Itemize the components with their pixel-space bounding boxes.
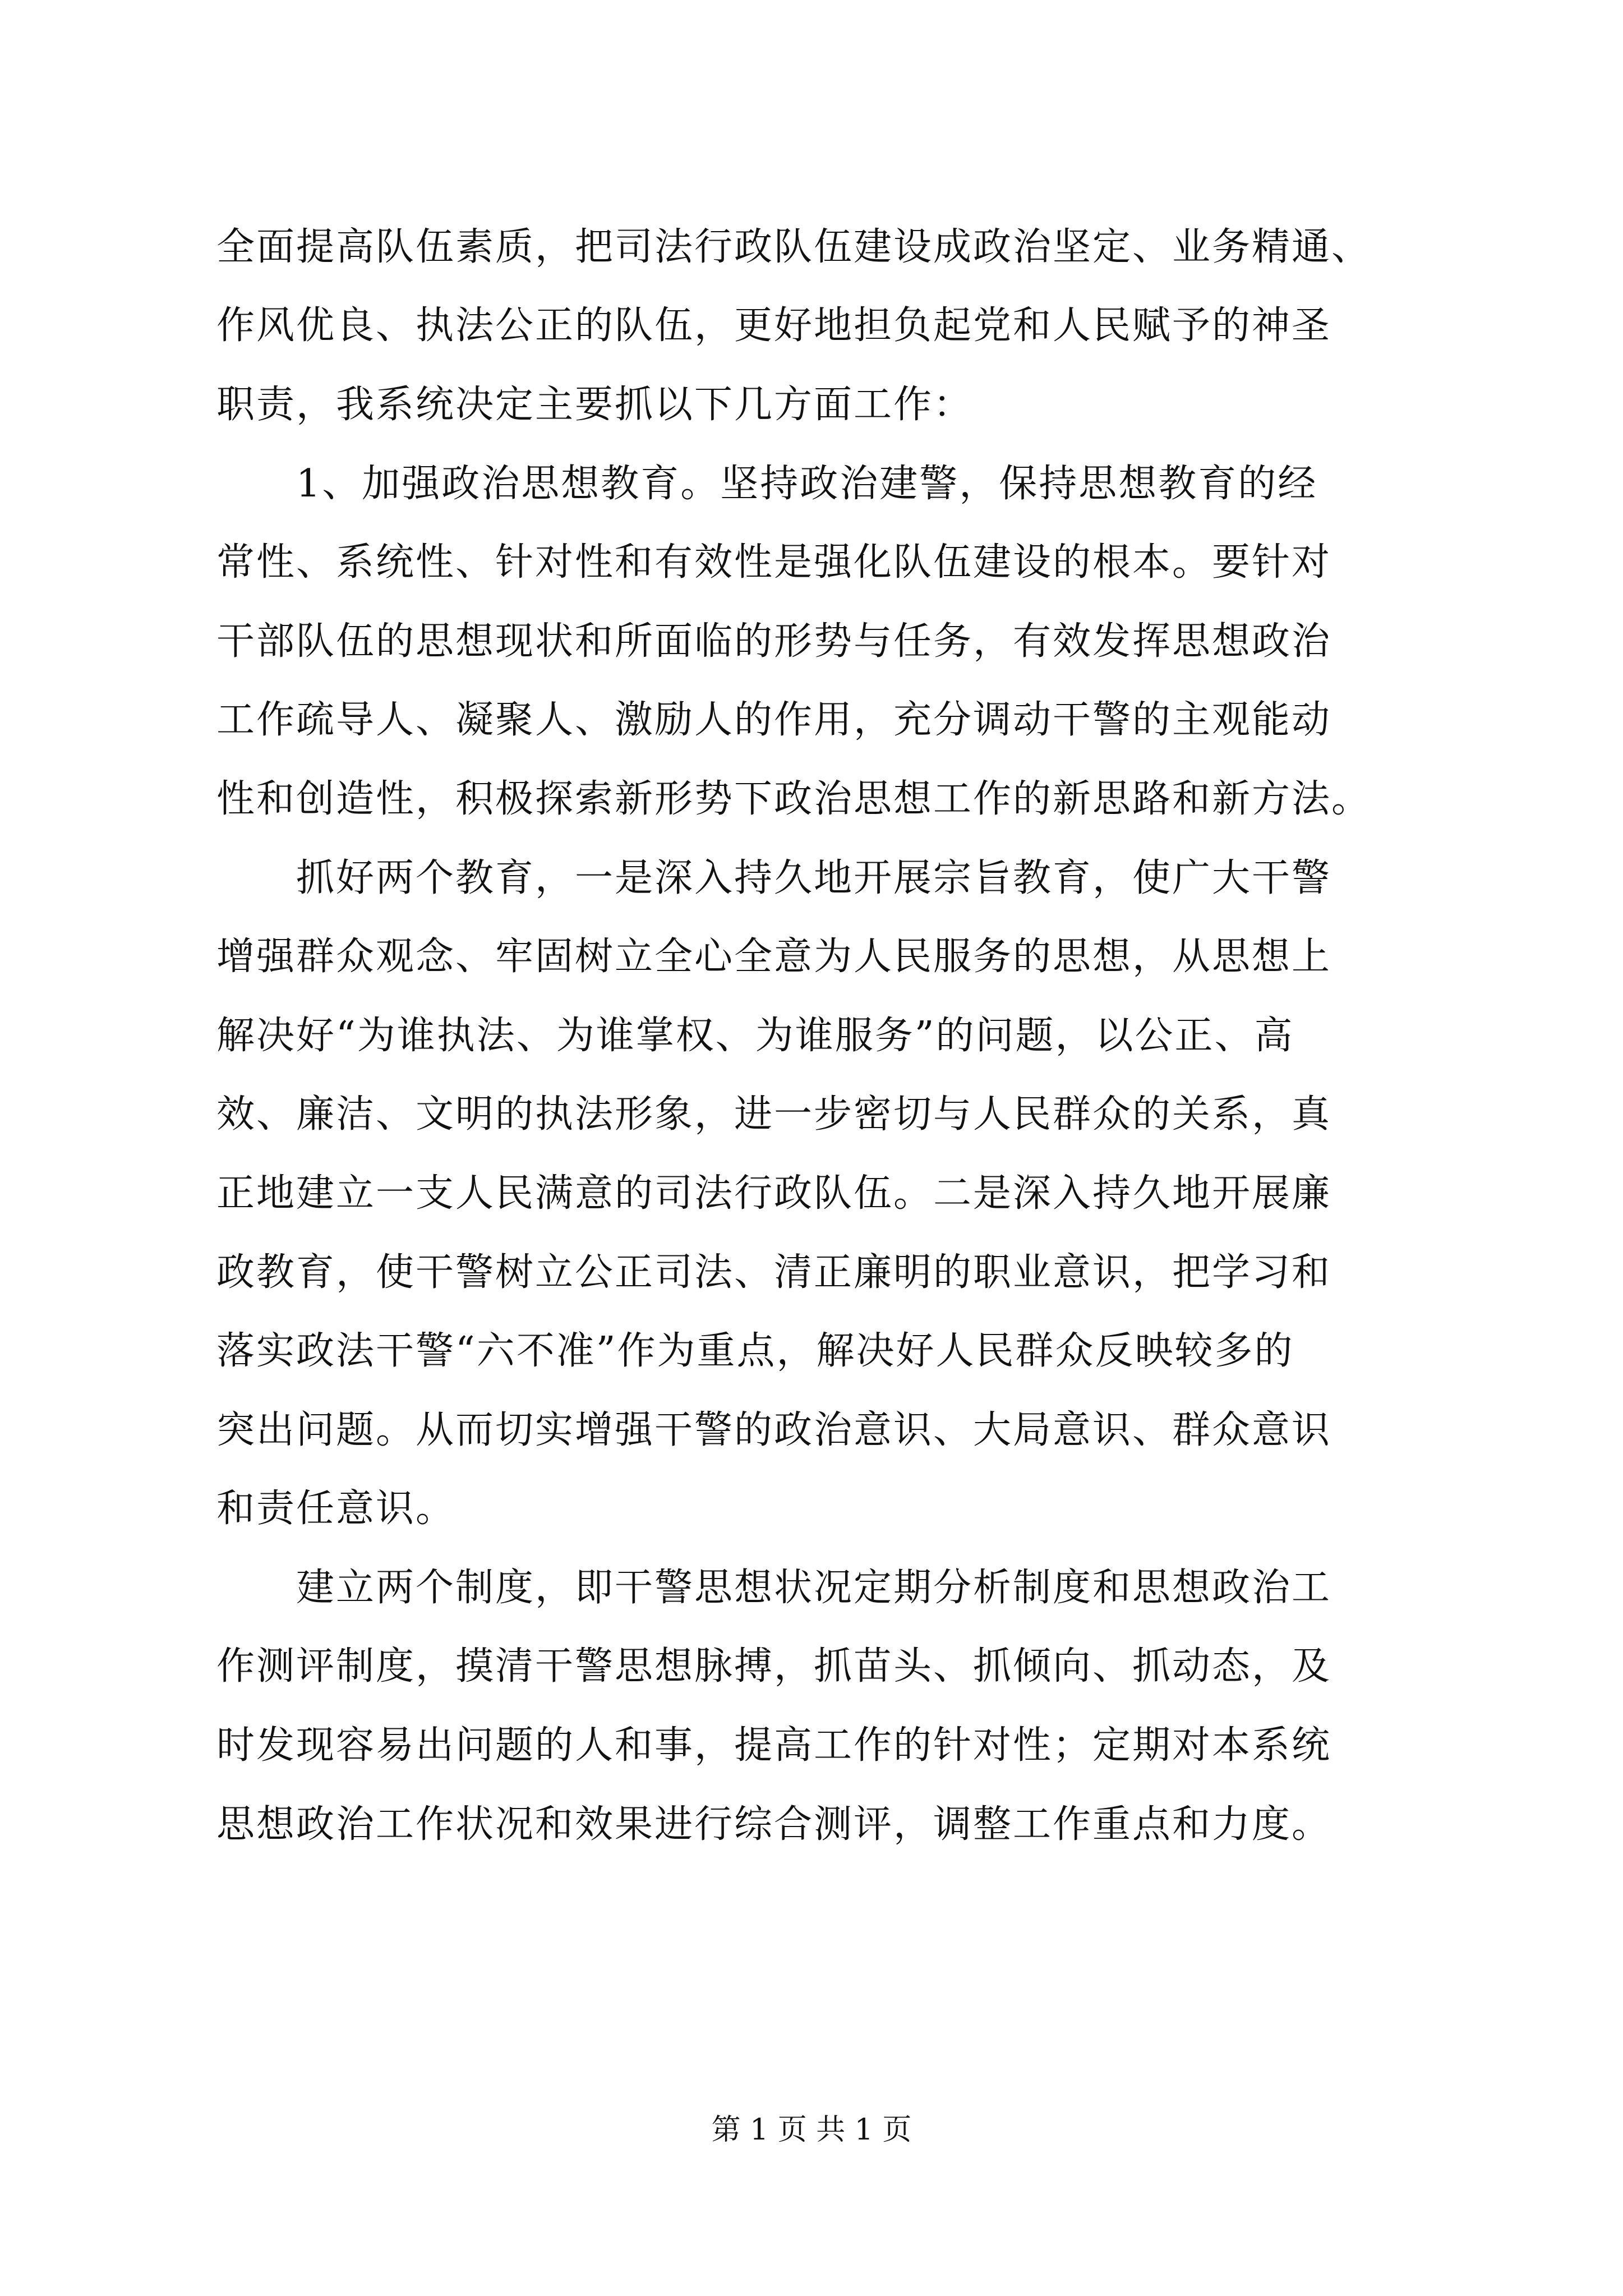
text-line: 干部队伍的思想现状和所面临的形势与任务，有效发挥思想政治 bbox=[216, 619, 1332, 664]
text-line: 增强群众观念、牢固树立全心全意为人民服务的思想，从思想上 bbox=[216, 935, 1332, 979]
text-line: 1、加强政治思想教育。坚持政治建警，保持思想教育的经 bbox=[216, 462, 1318, 506]
text-line: 全面提高队伍素质，把司法行政队伍建设成政治坚定、业务精通、 bbox=[216, 225, 1372, 269]
text-line: 性和创造性，积极探索新形势下政治思想工作的新思路和新方法。 bbox=[216, 777, 1372, 821]
text-line: 突出问题。从而切实增强干警的政治意识、大局意识、群众意识 bbox=[216, 1408, 1332, 1452]
text-line: 作风优良、执法公正的队伍，更好地担负起党和人民赋予的神圣 bbox=[216, 303, 1332, 348]
text-line: 政教育，使干警树立公正司法、清正廉明的职业意识，把学习和 bbox=[216, 1250, 1332, 1295]
text-line: 正地建立一支人民满意的司法行政队伍。二是深入持久地开展廉 bbox=[216, 1171, 1332, 1216]
text-line: 职责，我系统决定主要抓以下几方面工作： bbox=[216, 383, 974, 427]
text-line: 思想政治工作状况和效果进行综合测评，调整工作重点和力度。 bbox=[216, 1802, 1332, 1847]
page-footer: 第 1 页 共 1 页 bbox=[711, 2113, 912, 2147]
text-line: 和责任意识。 bbox=[216, 1487, 456, 1531]
text-line: 抓好两个教育，一是深入持久地开展宗旨教育，使广大干警 bbox=[216, 856, 1332, 900]
text-line: 落实政法干警“六不准”作为重点，解决好人民群众反映较多的 bbox=[216, 1329, 1294, 1373]
text-line: 建立两个制度，即干警思想状况定期分析制度和思想政治工 bbox=[216, 1566, 1332, 1610]
text-line: 作测评制度，摸清干警思想脉搏，抓苗头、抓倾向、抓动态，及 bbox=[216, 1644, 1332, 1688]
text-line: 解决好“为谁执法、为谁掌权、为谁服务”的问题，以公正、高 bbox=[216, 1014, 1294, 1058]
text-line: 工作疏导人、凝聚人、激励人的作用，充分调动干警的主观能动 bbox=[216, 698, 1332, 742]
text-line: 效、廉洁、文明的执法形象，进一步密切与人民群众的关系，真 bbox=[216, 1092, 1332, 1137]
text-line: 常性、系统性、针对性和有效性是强化队伍建设的根本。要针对 bbox=[216, 540, 1332, 585]
text-line: 时发现容易出问题的人和事，提高工作的针对性；定期对本系统 bbox=[216, 1723, 1332, 1768]
